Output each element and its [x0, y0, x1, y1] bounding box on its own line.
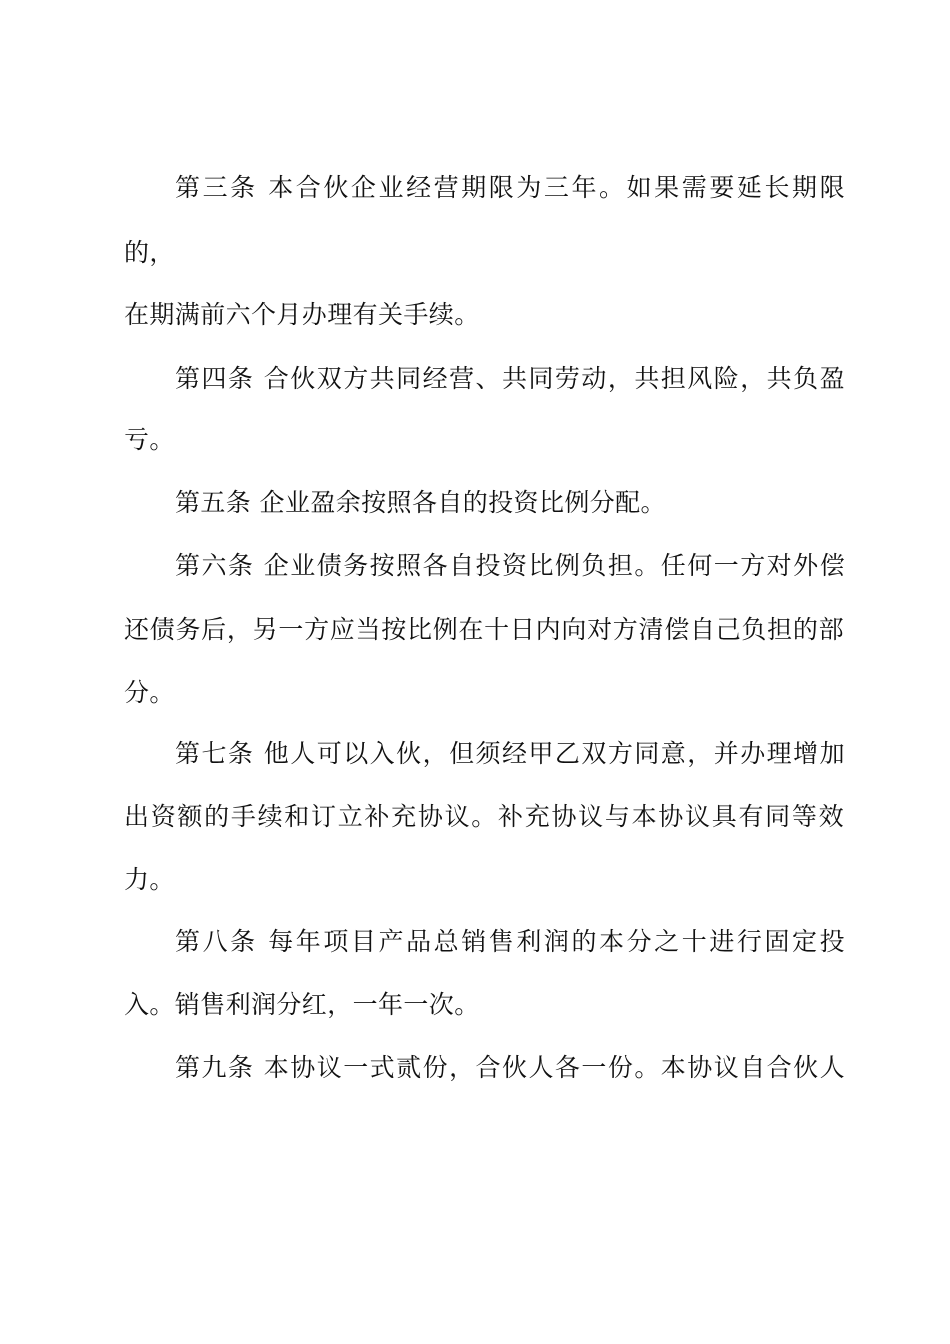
clause-8-line-1: 第八条 每年项目产品总销售利润的本分之十进行固定投 — [175, 927, 845, 956]
clause-3-line-2: 的， — [124, 238, 175, 267]
clause-5-line-1: 第五条 企业盈余按照各自的投资比例分配。 — [175, 488, 666, 517]
clause-3-line-1: 第三条 本合伙企业经营期限为三年。如果需要延长期限 — [175, 173, 845, 202]
clause-4-line-1: 第四条 合伙双方共同经营、共同劳动，共担风险，共负盈 — [175, 364, 845, 393]
clause-3-line-3: 在期满前六个月办理有关手续。 — [124, 300, 480, 329]
clause-4-line-2: 亏。 — [124, 425, 175, 454]
clause-7-line-3: 力。 — [124, 865, 175, 894]
clause-6-line-3: 分。 — [124, 678, 175, 707]
clause-6-line-2: 还债务后，另一方应当按比例在十日内向对方清偿自己负担的部 — [124, 615, 844, 644]
clause-9-line-1: 第九条 本协议一式贰份，合伙人各一份。本协议自合伙人 — [175, 1053, 845, 1082]
clause-6-line-1: 第六条 企业债务按照各自投资比例负担。任何一方对外偿 — [175, 551, 845, 580]
clause-7-line-2: 出资额的手续和订立补充协议。补充协议与本协议具有同等效 — [124, 802, 844, 831]
clause-8-line-2: 入。销售利润分红，一年一次。 — [124, 990, 480, 1019]
clause-7-line-1: 第七条 他人可以入伙，但须经甲乙双方同意，并办理增加 — [175, 739, 845, 768]
